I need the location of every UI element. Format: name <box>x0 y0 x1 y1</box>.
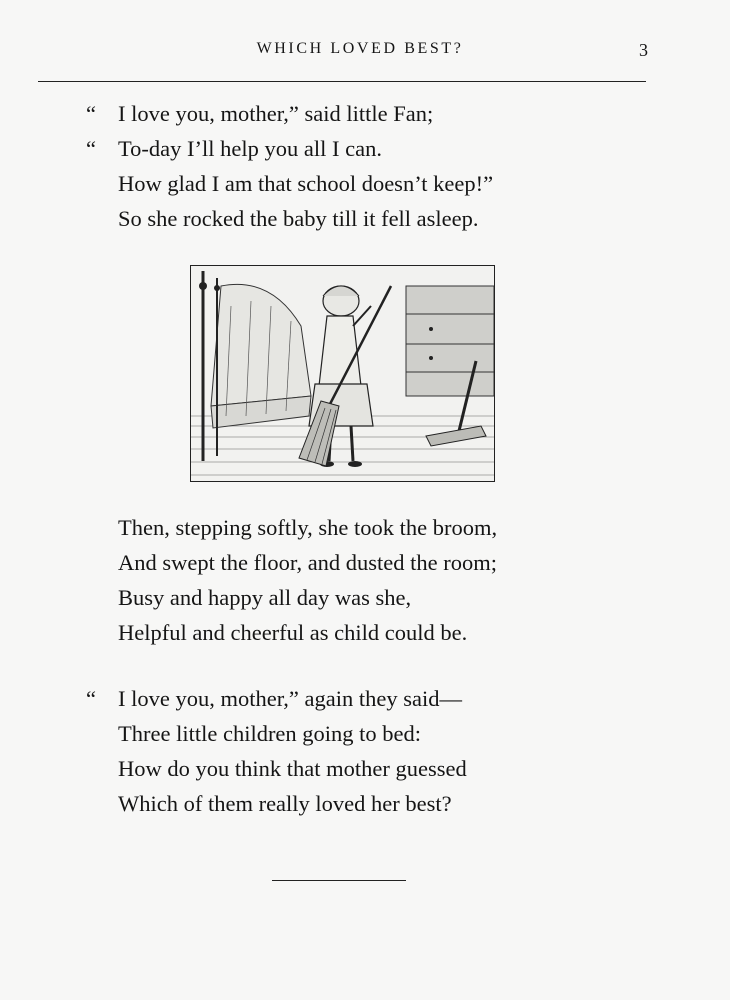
bed <box>199 271 311 461</box>
poem-line <box>86 545 497 580</box>
chest-of-drawers <box>406 286 494 396</box>
running-title: WHICH LOVED BEST? <box>256 40 464 57</box>
stanza-2 <box>86 510 497 650</box>
poem-line <box>86 510 497 545</box>
running-head <box>0 40 730 64</box>
line-text: So she rocked the baby till it fell asleep. <box>118 206 479 231</box>
line-text: Busy and happy all day was she, <box>118 585 412 610</box>
line-text: Three little children going to bed: <box>118 721 422 746</box>
poem-line <box>86 615 497 650</box>
poem-line <box>86 131 493 166</box>
page-number: 3 <box>639 40 648 60</box>
line-lead: “ <box>86 101 96 126</box>
stanza-3 <box>86 681 467 821</box>
line-text: I love you, mother,” said little Fan; <box>118 101 434 126</box>
end-rule <box>272 880 406 881</box>
line-text: And swept the floor, and dusted the room; <box>118 550 498 575</box>
line-text: Which of them really loved her best? <box>118 791 452 816</box>
engraving-girl-sweeping <box>190 265 495 482</box>
line-text: How glad I am that school doesn’t keep!” <box>118 171 494 196</box>
poem-line <box>86 751 467 786</box>
line-text: To-day I’ll help you all I can. <box>118 136 382 161</box>
line-text: Then, stepping softly, she took the broom, <box>118 515 498 540</box>
poem-line <box>86 681 467 716</box>
line-lead: “ <box>86 136 96 161</box>
poem-line <box>86 716 467 751</box>
poem-line <box>86 166 493 201</box>
line-text: I love you, mother,” again they said— <box>118 686 463 711</box>
poem-line <box>86 96 493 131</box>
poem-line <box>86 580 497 615</box>
line-lead: “ <box>86 686 96 711</box>
line-text: Helpful and cheerful as child could be. <box>118 620 468 645</box>
line-text: How do you think that mother guessed <box>118 756 467 781</box>
poem-line <box>86 786 467 821</box>
engraving-drawing <box>191 266 494 481</box>
header-rule <box>38 81 646 82</box>
stanza-1 <box>86 96 493 236</box>
poem-line <box>86 201 493 236</box>
